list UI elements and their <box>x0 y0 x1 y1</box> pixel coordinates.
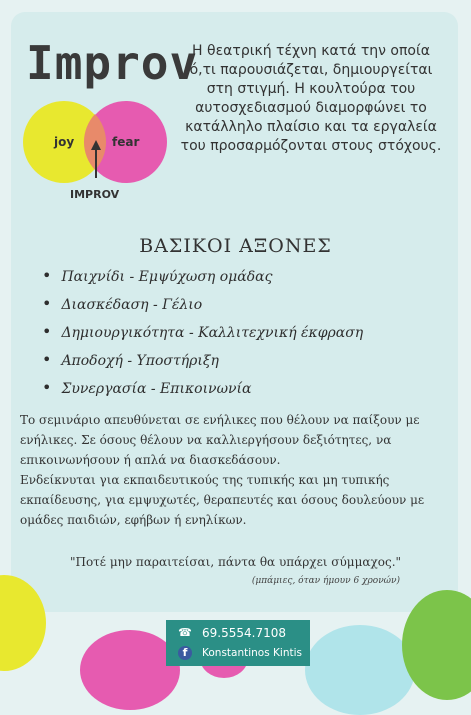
facebook-icon: f <box>178 646 192 660</box>
axis-item: • Αποδοχή - Υποστήριξη <box>42 346 363 374</box>
venn-joy-label: joy <box>54 135 75 149</box>
phone-icon: ☎ <box>178 626 192 639</box>
axes-list <box>42 262 363 402</box>
axis-item: • Διασκέδαση - Γέλιο <box>42 290 363 318</box>
quote-note: (μπάμιες, όταν ήμουν 6 χρονών) <box>251 576 400 586</box>
intro-text: Η θεατρική τέχνη κατά την οποία ό,τι παρουσιάζεται, δημιουργείται στη στιγμή. Η κουλτούρα του αυτοσχεδιασμού διαμορφώνει το κατάλληλο πλαίσιο και τα εργαλεία του προσαρμόζονται στους στόχους. <box>180 43 442 154</box>
contact-facebook: Konstantinos Kintis <box>202 647 303 659</box>
venn-diagram <box>22 100 182 210</box>
improv-logo: Improv <box>26 36 199 90</box>
venn-fear-label: fear <box>112 135 140 149</box>
contact-box <box>166 620 310 666</box>
description-audience: Το σεμινάριο απευθύνεται σε ενήλικες που θέλουν να παίξουν με ενήλικες. Σε όσους θέλουν να καλλιεργήσουν δεξιότητες, να επικοινωνήσουν ή απλά να διασκεδάσουν. <box>20 413 420 467</box>
decor-bubble-cyan <box>305 625 415 715</box>
axis-item: • Παιχνίδι - Εμψύχωση ομάδας <box>42 262 363 290</box>
axis-item: • Δημιουργικότητα - Καλλιτεχνική έκφραση <box>42 318 363 346</box>
axes-title: ΒΑΣΙΚΟΙ ΑΞΟΝΕΣ <box>139 235 332 257</box>
contact-facebook-row[interactable] <box>178 646 302 660</box>
contact-phone-row[interactable] <box>178 626 286 640</box>
axis-item: • Συνεργασία - Επικοινωνία <box>42 374 363 402</box>
description <box>20 410 452 530</box>
quote-text: "Ποτέ μην παραιτείσαι, πάντα θα υπάρχει σύμμαχος." <box>69 555 402 569</box>
description-target: Ενδείκνυται για εκπαιδευτικούς της τυπικής και μη τυπικής εκπαίδευσης, για εμψυχωτές, θεραπευτές και όσους δουλεύουν με ομάδες παιδιών, εφήβων ή ενηλίκων. <box>20 473 425 527</box>
venn-improv-label: IMPROV <box>70 188 120 201</box>
decor-bubble-pink <box>80 630 180 710</box>
contact-phone: 69.5554.7108 <box>202 626 286 640</box>
